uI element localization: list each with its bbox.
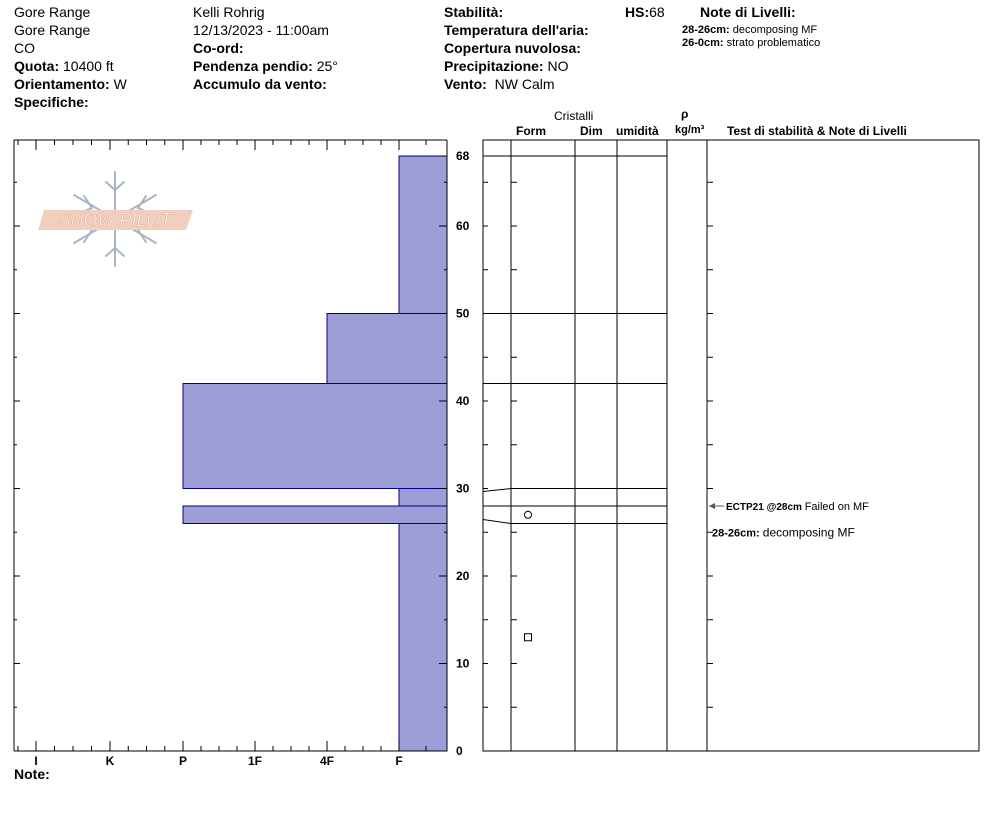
density-header: kg/m³ <box>675 124 705 136</box>
hs-value: 68 <box>649 4 665 20</box>
layer-table-frame <box>483 140 979 751</box>
hs-label: HS: <box>625 4 650 20</box>
precip-value: NO <box>547 58 569 74</box>
depth-tick-label: 60 <box>456 219 470 233</box>
range-line-1: Gore Range <box>14 4 91 20</box>
layer-comment-label <box>712 525 855 539</box>
round-grains-icon <box>525 511 532 518</box>
precip-label: Precipitazione: <box>444 58 544 74</box>
form-header: Form <box>516 124 546 138</box>
arrow-left-icon <box>709 503 715 509</box>
air-temp-label: Temperatura dell'aria: <box>444 22 589 38</box>
hardness-tick-label: P <box>178 754 188 768</box>
rho-header: ρ <box>681 107 689 121</box>
dim-header: Dim <box>580 124 603 138</box>
hardness-bar <box>183 384 447 489</box>
slope-label: Pendenza pendio: <box>193 58 313 74</box>
wind-loading-label: Accumulo da vento: <box>193 76 327 92</box>
depth-tick-label: 30 <box>456 481 470 496</box>
wind-label: Vento: <box>444 76 487 92</box>
logo-text: SNOW PILOT <box>58 210 172 230</box>
layer-notes-label: Note di Livelli: <box>700 4 796 20</box>
hardness-tick-label: 1F <box>247 754 263 768</box>
hardness-bar <box>183 506 447 524</box>
hardness-bar <box>399 156 447 314</box>
layer-note-2-text: strato problematico <box>726 37 821 49</box>
stability-test-label <box>726 501 869 513</box>
depth-tick-label: 68 <box>456 149 470 163</box>
hardness-bar <box>399 489 447 507</box>
snowpilot-logo <box>38 172 193 266</box>
depth-tick-label: 40 <box>456 394 470 408</box>
elevation-value: 10400 ft <box>63 58 114 74</box>
depth-tick-label: 20 <box>456 569 470 583</box>
datetime: 12/13/2023 - 11:00am <box>193 22 329 38</box>
hardness-tick-label: I <box>34 754 38 768</box>
layer-comment-range: 28-26cm: <box>712 527 763 540</box>
hardness-tick-label: 4F <box>319 754 335 768</box>
stability-test-code: ECTP21 @28cm <box>726 502 805 513</box>
faceted-crystals-icon <box>525 634 532 641</box>
depth-tick-label: 10 <box>456 656 470 671</box>
range-line-2: Gore Range <box>14 22 91 38</box>
coord-label: Co-ord: <box>193 40 244 56</box>
stability-label: Stabilità: <box>444 4 504 20</box>
crystals-header: Cristalli <box>554 109 594 123</box>
layer-comment-text: decomposing MF <box>762 525 855 540</box>
wind-value: NW Calm <box>494 76 555 92</box>
specifics-label: Specifiche: <box>14 94 89 110</box>
hardness-tick-label: F <box>395 754 403 768</box>
hardness-bar <box>327 314 447 384</box>
hardness-tick-label: K <box>105 754 115 768</box>
observer: Kelli Rohrig <box>193 4 265 20</box>
cloud-label: Copertura nuvolosa: <box>444 40 581 56</box>
tests-header: Test di stabilità & Note di Livelli <box>727 124 907 138</box>
state: CO <box>14 40 35 56</box>
hardness-bar <box>399 524 447 752</box>
notes-label: Note: <box>14 766 50 782</box>
stability-test-note: Failed on MF <box>804 501 869 513</box>
layer-note-1-text: decomposing MF <box>732 24 818 36</box>
layer-note-2-range: 26-0cm: <box>682 37 724 49</box>
depth-tick-label: 50 <box>456 306 470 321</box>
elevation-label: Quota: <box>14 58 60 74</box>
layer-note-1-range: 28-26cm: <box>682 24 730 36</box>
aspect-value: W <box>113 76 127 92</box>
aspect-label: Orientamento: <box>14 76 110 92</box>
moisture-header: umidità <box>616 124 659 138</box>
slope-value: 25° <box>316 58 338 74</box>
depth-tick-label: 0 <box>456 744 463 758</box>
